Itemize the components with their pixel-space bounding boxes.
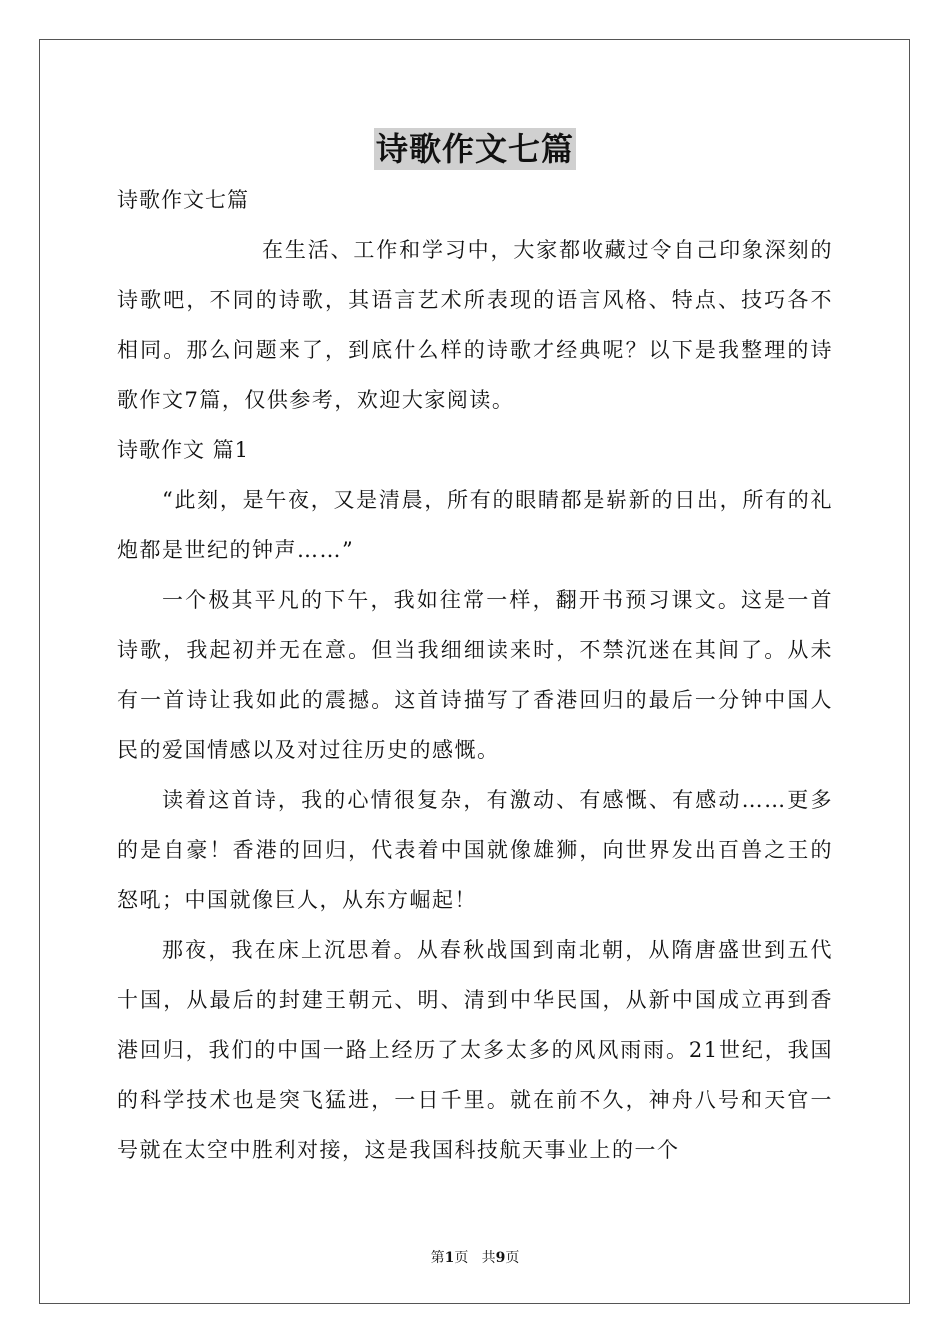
document-title: 诗歌作文七篇 <box>375 130 574 168</box>
page-footer <box>0 1247 950 1267</box>
total-pages: 9 <box>495 1250 506 1266</box>
total-suffix: 页 <box>505 1250 520 1266</box>
page-number: 1 <box>444 1250 455 1266</box>
page-suffix: 页 <box>454 1250 469 1266</box>
section-heading: 诗歌作文 篇1 <box>117 438 250 462</box>
document-body <box>117 175 833 1175</box>
paragraph-night: 那夜，我在床上沉思着。从春秋战国到南北朝，从隋唐盛世到五代十国，从最后的封建王朝元、明、清到中华民国，从新中国成立再到香港回归，我们的中国一路上经历了太多太多的风风雨雨。21世纪，我国的科学技术也是突飞猛进，一日千里。就在前不久，神舟八号和天官一号就在太空中胜利对接，这是我国科技航天事业上的一个 <box>117 938 833 1162</box>
intro-paragraph: 在生活、工作和学习中，大家都收藏过令自己印象深刻的诗歌吧，不同的诗歌，其语言艺术所表现的语言风格、特点、技巧各不相同。那么问题来了，到底什么样的诗歌才经典呢？以下是我整理的诗歌作文7篇，仅供参考，欢迎大家阅读。 <box>117 238 833 412</box>
paragraph-afternoon: 一个极其平凡的下午，我如往常一样，翻开书预习课文。这是一首诗歌，我起初并无在意。但当我细细读来时，不禁沉迷在其间了。从未有一首诗让我如此的震撼。这首诗描写了香港回归的最后一分钟中国人民的爱国情感以及对过往历史的感慨。 <box>117 588 833 762</box>
total-prefix: 共 <box>481 1250 496 1266</box>
page-prefix: 第 <box>430 1250 445 1266</box>
paragraph-feelings: 读着这首诗，我的心情很复杂，有激动、有感慨、有感动……更多的是自豪！香港的回归，代表着中国就像雄狮，向世界发出百兽之王的怒吼；中国就像巨人，从东方崛起！ <box>117 788 833 912</box>
title-container <box>0 128 950 170</box>
document-subtitle: 诗歌作文七篇 <box>117 188 249 212</box>
paragraph-quote: “此刻，是午夜，又是清晨，所有的眼睛都是崭新的日出，所有的礼炮都是世纪的钟声……” <box>117 488 833 562</box>
